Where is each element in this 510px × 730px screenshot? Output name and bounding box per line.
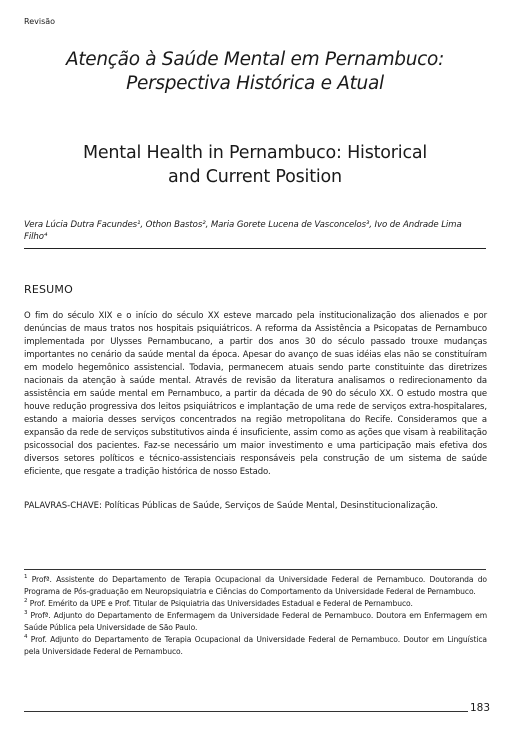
section-label: Revisão	[24, 17, 56, 26]
footnote-text: Profª. Assistente do Departamento de Terapia Ocupacional da Universidade Federal de Pernambuco. Doutoranda do Programa de Pós-graduação em Neuropsiquiatria e Ciências do Comportamento da Universidade Federal de Pernambuco.	[24, 575, 487, 596]
title-portuguese	[20, 48, 490, 96]
footnote-divider	[24, 569, 486, 570]
title-english	[20, 141, 490, 189]
page-footer-rule	[24, 711, 468, 712]
footnote-mark: 1	[24, 574, 28, 580]
footnote-mark: 2	[24, 598, 28, 604]
footnote-2	[24, 598, 487, 610]
title-english-line-1: Mental Health in Pernambuco: Historical	[82, 143, 428, 163]
keywords: PALAVRAS-CHAVE: Políticas Públicas de Saúde, Serviços de Saúde Mental, Desinstitucionalização.	[24, 501, 438, 511]
footnotes	[24, 574, 487, 658]
footnote-3	[24, 610, 487, 634]
footnote-text: Prof. Emérito da UPE e Prof. Titular de Psiquiatria das Universidades Estadual e Federal de Pernambuco.	[29, 599, 413, 608]
title-english-line-2: and Current Position	[168, 167, 342, 187]
title-portuguese-line-2: Perspectiva Histórica e Atual	[126, 73, 384, 94]
footnote-mark: 3	[24, 610, 28, 616]
abstract-text: O fim do século XIX e o início do século XX esteve marcado pela institucionalização dos alienados e por denúncias de maus tratos nos hospitais psiquiátricos. A reforma da Assistência a Psicopatas de Pernambuco implementada por Ulysses Pernambucano, a partir dos anos 30 do século passado trouxe mudanças importantes no cenário da saúde mental da época. Apesar do avanço de suas idéias elas não se constituíram em modelo hegemônico assistencial. Todavia, permanecem atuais sendo parte constituinte das diretrizes nacionais da atenção à saúde mental. Através de revisão da literatura analisamos o redirecionamento da assistência em saúde mental em Pernambuco, a partir da década de 90 do século XX. O estudo mostra que houve redução progressiva dos leitos psiquiátricos e implantação de uma rede de serviços extra-hospitalares, estando a maioria desses serviços concentrados na região metropolitana do Recife. Consideramos que a expansão da rede de serviços substitutivos ainda é insuficiente, assim como as ações que visam à reabilitação psicossocial dos pacientes. Faz-se necessário um maior investimento e uma participação mais efetiva dos diversos setores políticos e técnico-assistenciais responsáveis pela construção de um sistema de saúde eficiente, que resgate a tradição histórica de nosso Estado.	[24, 311, 487, 477]
footnote-text: Prof. Adjunto do Departamento de Terapia Ocupacional da Universidade Federal de Pernambuco. Doutor em Linguística pela Universidade Federal de Pernambuco.	[24, 635, 487, 656]
footnote-text: Profª. Adjunto do Departamento de Enfermagem da Universidade Federal de Pernambuco. Doutora em Enfermagem em Saúde Pública pela Universidade de São Paulo.	[24, 611, 487, 632]
footnote-mark: 4	[24, 634, 28, 640]
footnote-1	[24, 574, 487, 598]
page-number: 183	[470, 702, 491, 714]
title-portuguese-line-1: Atenção à Saúde Mental em Pernambuco:	[65, 49, 445, 70]
author-list: Vera Lúcia Dutra Facundes¹, Othon Bastos², Maria Gorete Lucena de Vasconcelos³, Ivo de Andrade Lima Filho⁴	[24, 220, 462, 242]
abstract-heading: RESUMO	[24, 283, 73, 296]
author-divider	[24, 248, 486, 249]
footnote-4	[24, 634, 487, 658]
